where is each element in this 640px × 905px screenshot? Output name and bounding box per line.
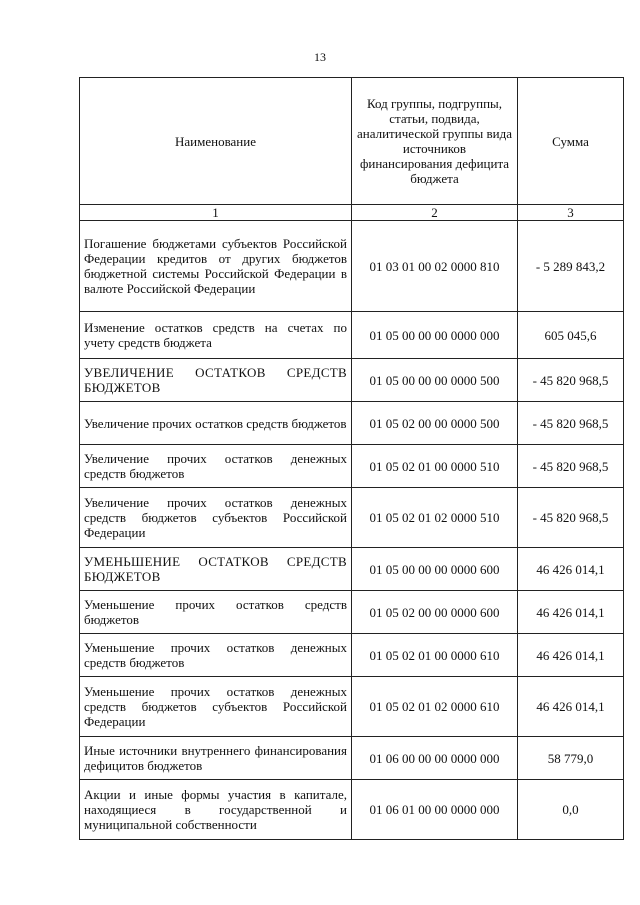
row-name: Погашение бюджетами субъектов Российской Федерации кредитов от других бюджетов бюджетной системы Российской Федерации в валюте Российской Федерации xyxy=(80,221,352,312)
row-sum: 58 779,0 xyxy=(518,737,624,780)
row-name: Увеличение прочих остатков средств бюджетов xyxy=(80,402,352,445)
row-name: Изменение остатков средств на счетах по учету средств бюджета xyxy=(80,312,352,359)
table-row xyxy=(80,221,624,312)
table-row xyxy=(80,737,624,780)
row-name: УМЕНЬШЕНИЕ ОСТАТКОВ СРЕДСТВ БЮДЖЕТОВ xyxy=(80,548,352,591)
row-code: 01 06 01 00 00 0000 000 xyxy=(352,780,518,840)
row-code: 01 05 02 01 02 0000 510 xyxy=(352,488,518,548)
row-name: УВЕЛИЧЕНИЕ ОСТАТКОВ СРЕДСТВ БЮДЖЕТОВ xyxy=(80,359,352,402)
budget-sources-table xyxy=(79,77,624,840)
row-sum: 605 045,6 xyxy=(518,312,624,359)
header-name: Наименование xyxy=(80,78,352,205)
table-row xyxy=(80,548,624,591)
row-sum: - 45 820 968,5 xyxy=(518,402,624,445)
row-code: 01 05 00 00 00 0000 000 xyxy=(352,312,518,359)
row-sum: 46 426 014,1 xyxy=(518,591,624,634)
row-sum: - 45 820 968,5 xyxy=(518,359,624,402)
table-row xyxy=(80,402,624,445)
row-sum: 0,0 xyxy=(518,780,624,840)
column-number-row xyxy=(80,205,624,221)
row-code: 01 05 00 00 00 0000 600 xyxy=(352,548,518,591)
row-sum: - 45 820 968,5 xyxy=(518,488,624,548)
row-code: 01 05 02 01 00 0000 510 xyxy=(352,445,518,488)
header-code: Код группы, подгруппы, статьи, подвида, аналитической группы вида источников финансирования дефицита бюджета xyxy=(352,78,518,205)
column-number: 3 xyxy=(518,205,624,221)
row-code: 01 05 02 01 02 0000 610 xyxy=(352,677,518,737)
table-row xyxy=(80,445,624,488)
table-header-row xyxy=(80,78,624,205)
row-code: 01 05 02 00 00 0000 600 xyxy=(352,591,518,634)
row-sum: 46 426 014,1 xyxy=(518,548,624,591)
row-name: Уменьшение прочих остатков денежных средств бюджетов xyxy=(80,634,352,677)
table-row xyxy=(80,677,624,737)
table-row xyxy=(80,591,624,634)
row-name: Увеличение прочих остатков денежных средств бюджетов субъектов Российской Федерации xyxy=(80,488,352,548)
header-sum: Сумма xyxy=(518,78,624,205)
row-name: Уменьшение прочих остатков денежных средств бюджетов субъектов Российской Федерации xyxy=(80,677,352,737)
page-number: 13 xyxy=(314,50,326,64)
row-sum: 46 426 014,1 xyxy=(518,677,624,737)
table-row xyxy=(80,488,624,548)
row-code: 01 03 01 00 02 0000 810 xyxy=(352,221,518,312)
row-name: Увеличение прочих остатков денежных средств бюджетов xyxy=(80,445,352,488)
table-row xyxy=(80,312,624,359)
table-row xyxy=(80,780,624,840)
column-number: 1 xyxy=(80,205,352,221)
table-row xyxy=(80,634,624,677)
row-code: 01 06 00 00 00 0000 000 xyxy=(352,737,518,780)
row-sum: - 5 289 843,2 xyxy=(518,221,624,312)
row-name: Иные источники внутреннего финансирования дефицитов бюджетов xyxy=(80,737,352,780)
row-sum: 46 426 014,1 xyxy=(518,634,624,677)
row-code: 01 05 02 01 00 0000 610 xyxy=(352,634,518,677)
column-number: 2 xyxy=(352,205,518,221)
row-name: Акции и иные формы участия в капитале, находящиеся в государственной и муниципальной собственности xyxy=(80,780,352,840)
row-code: 01 05 02 00 00 0000 500 xyxy=(352,402,518,445)
table-row xyxy=(80,359,624,402)
row-sum: - 45 820 968,5 xyxy=(518,445,624,488)
row-code: 01 05 00 00 00 0000 500 xyxy=(352,359,518,402)
row-name: Уменьшение прочих остатков средств бюджетов xyxy=(80,591,352,634)
